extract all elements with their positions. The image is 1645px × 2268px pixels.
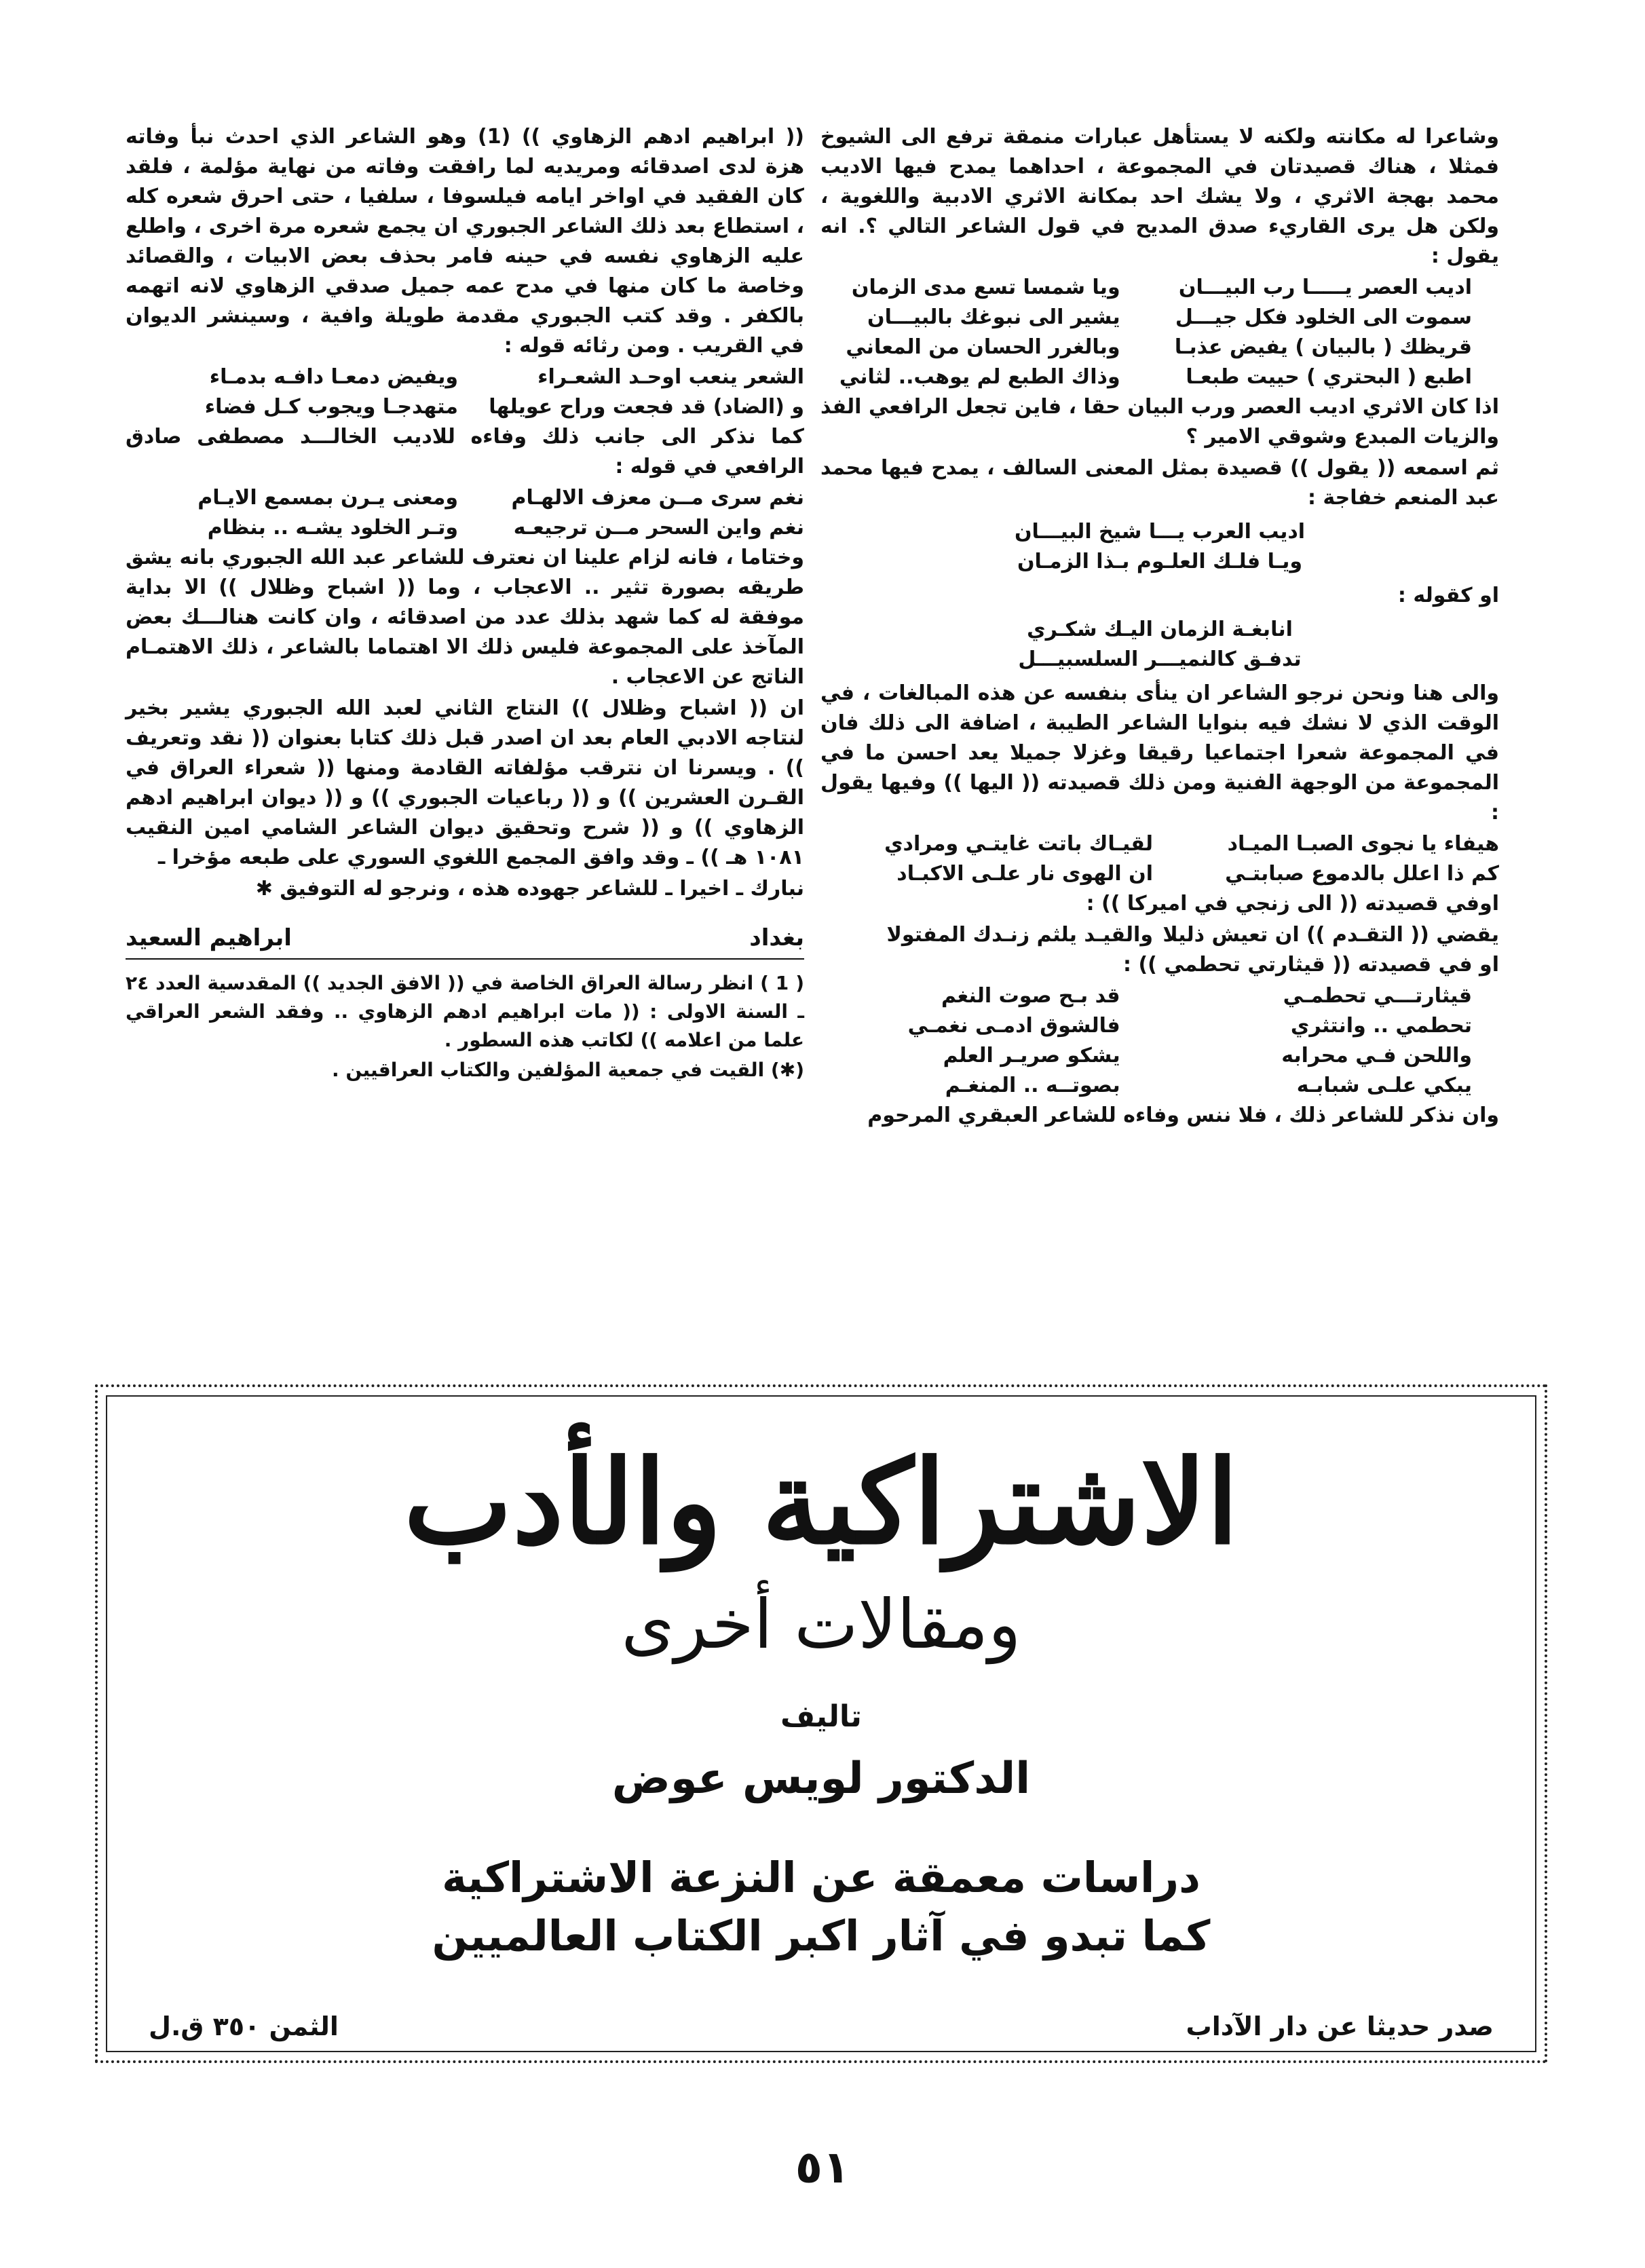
verse-second-half: يشير الى نبوغك بالبيـــان: [867, 305, 1120, 329]
paragraph: او في قصيدته (( قيثارتي تحطمي )) :: [1123, 953, 1499, 977]
article-right-column: [820, 122, 1499, 1132]
verse-line: ويـا فلـك العلـوم بـذا الزمـان: [1017, 550, 1303, 573]
paragraph: اوفي قصيدته (( الى زنجي في اميركا )) :: [1086, 892, 1499, 915]
verse-second-half: بصوتــه .. المنغـم: [945, 1074, 1120, 1097]
poem-verse: [126, 392, 804, 422]
verse-first-half: نغم واين السحر مــن ترجيعـه: [513, 516, 804, 540]
description-line: كما تبدو في آثار اكبر الكتاب العالميين: [432, 1911, 1211, 1961]
verse-first-half: الشعر ينعب اوحـد الشعـراء: [537, 365, 804, 389]
verse-first-half: اطبع ( البحتري ) حييت طبعـا: [1186, 365, 1472, 389]
poem-verse: [820, 362, 1472, 392]
book-price: الثمن ٣٥٠ ق.ل: [149, 2011, 339, 2041]
verse-first-half: يبكي علـى شبابـه: [1296, 1074, 1472, 1097]
poem-verse: [820, 1041, 1472, 1071]
verse-second-half: لقيـاك باتت غايتـي ومرادي: [884, 832, 1153, 856]
verse-first-half: اديب العصر يـــــا رب البيـــان: [1178, 276, 1472, 299]
verse-first-half: نغم سرى مــن معزف الالهـام: [511, 486, 804, 510]
paragraph: وان نذكر للشاعر ذلك ، فلا ننس وفاءه للشاعر العبقري المرحوم: [867, 1103, 1499, 1127]
verse-second-half: فالشوق ادمـى نغمـي: [907, 1014, 1120, 1038]
page-number: ٥١: [795, 2141, 850, 2193]
poem-verse: [126, 513, 804, 543]
verse-first-half: هيفاء يا نجوى الصبـا الميـاد: [1227, 832, 1499, 856]
paragraph: (( ابراهيم ادهم الزهاوي )) (1) وهو الشاعر الذي احدث نبأ وفاته هزة لدى اصدقائه ومريديه لما رافقت وفاته من نهاية مؤلمة ، فلقد كان الفقيد في اواخر ايامه فيلسوفا ، سلفيا ، حتى احرق شعره كله ، استطاع بعد ذلك الشاعر الجبوري ان يجمع شعره مرة اخرى ، واطلع عليه الزهاوي نفسه في حينه فامر بحذف بعض الابيات ، والقصائد وخاصة ما كان منها في مدح عمه جميل صدقي الزهاوي لانه اتهمه بالكفر . وقد كتب الجبوري مقدمة طويلة وافية ، وسينشر الديوان في القريب . ومن رثائه قوله :: [126, 125, 805, 358]
verse-line: اديب العرب يـــا شيخ البيـــان: [1014, 520, 1306, 544]
book-author: الدكتور لويس عوض: [611, 1754, 1031, 1804]
verse-second-half: يشكو صريـر العلم: [943, 1044, 1120, 1067]
paragraph: كما نذكر الى جانب ذلك وفاءه للاديب الخالـــد مصطفى صادق الرافعي في قوله :: [126, 425, 804, 478]
poem-verse: [820, 920, 1499, 950]
poem-stanza: [126, 483, 804, 543]
verse-line: تدفـق كالنميـــر السلسبيـــل: [1018, 647, 1302, 671]
book-title: الاشتراكية والأدب: [403, 1435, 1239, 1570]
verse-first-half: قيثارتـــي تحطمـي: [1283, 984, 1472, 1008]
footnotes: [126, 969, 804, 1084]
paragraph: ان (( اشباح وظلال )) النتاج الثاني لعبد الله الجبوري يشير بخير لنتاجه الادبي العام بعد ان اصدر قبل ذلك كتابا بعنوان (( نقد وتعريف )) . ويسرنا ان نترقب مؤلفاته القادمة ومنها (( شعراء العراق في القـرن العشرين )) و (( رباعيات الجبوري )) و (( ديوان ابراهيم ادهم الزهاوي )) و (( شرح وتحقيق ديوان الشاعر الشامي امين النقيب ١٠٨١ هـ )) ـ وقد وافق المجمع اللغوي السوري على طبعه مؤخرا ـ: [126, 696, 804, 869]
footnote: ( 1 ) انظر رسالة العراق الخاصة في (( الافق الجديد )) المقدسية العدد ٢٤ ـ السنة الاولى : (( مات ابراهيم ادهم الزهاوي .. وفقد الشعر العراقي علما من اعلامه )) لكاتب هذه السطور .: [126, 972, 804, 1051]
poem-stanza: [820, 273, 1499, 392]
signoff-author: ابراهيم السعيد: [126, 924, 292, 951]
verse-second-half: ويا شمسا تسع مدى الزمان: [851, 276, 1120, 299]
signoff-city: بغداد: [749, 924, 804, 951]
article-signoff: [126, 923, 804, 960]
poem-verse: [126, 483, 804, 513]
description-line: دراسات معمقة عن النزعة الاشتراكية: [442, 1853, 1200, 1902]
verse-first-half: تحطمي .. وانتثري: [1290, 1014, 1472, 1038]
poem-verse: [820, 303, 1472, 333]
paragraph: ثم اسمعه (( يقول )) قصيدة بمثل المعنى السالف ، يمدح فيها محمد عبد المنعم خفاجة :: [820, 456, 1499, 510]
poem-stanza: [820, 920, 1499, 950]
verse-second-half: قد بـح صوت النغم: [941, 984, 1120, 1008]
book-subtitle: ومقالات أخرى: [621, 1585, 1021, 1664]
verse-line: انابغـة الزمان اليـك شكـري: [1027, 618, 1293, 641]
footnote: (✱) القيت في جمعية المؤلفين والكتاب العراقيين .: [331, 1059, 804, 1081]
poem-couplet: [820, 615, 1499, 675]
poem-verse: [820, 1071, 1472, 1101]
article-left-column: [126, 122, 804, 1086]
verse-second-half: ومعنى يـرن بمسمع الايـام: [197, 486, 458, 510]
paragraph: والى هنا ونحن نرجو الشاعر ان ينأى بنفسه عن هذه المبالغات ، في الوقت الذي لا نشك فيه بنوايا الشاعر الطيبة ، اضافة الى ذلك فان في المجموعة شعرا اجتماعيا رقيقا وغزلا جميلا يعد احسن ما في المجموعة من الوجهة الفنية ومن ذلك قصيدته (( اليها )) وفيها يقول :: [820, 681, 1499, 825]
book-advertisement: [95, 1384, 1547, 2063]
paragraph: وختاما ، فانه لزام علينا ان نعترف للشاعر عبد الله الجبوري بانه يشق طريقه بصورة تثير .. الاعجاب ، وما (( اشباح وظلال )) الا بداية موفقة له كما شهد بذلك عدد من اصدقائه ، وان كانت هنالـــك بعض المآخذ على المجموعة فليس ذلك الا اهتماما بالشاعر ، ذلك الاهتمـام الناتج عن الاعجاب .: [126, 546, 804, 689]
poem-stanza: [820, 829, 1499, 889]
book-description: [98, 1849, 1545, 1965]
verse-second-half: وذاك الطبع لم يوهب.. لثاني: [839, 365, 1120, 389]
paragraph: او كقوله :: [1397, 584, 1499, 607]
verse-first-half: كم ذا اعلل بالدموع صبابتـي: [1225, 862, 1499, 886]
verse-first-half: واللحن فـي محرابه: [1281, 1044, 1472, 1067]
verse-second-half: متهدجـا ويجوب كـل فضاء: [204, 395, 458, 419]
paragraph: نبارك ـ اخيرا ـ للشاعر جهوده هذه ، ونرجو له التوفيق ✱: [255, 877, 804, 901]
poem-verse: [820, 273, 1472, 303]
poem-verse: [820, 333, 1472, 362]
poem-stanza: [820, 981, 1499, 1101]
verse-second-half: ويفيض دمعـا دافـه بدمـاء: [209, 365, 458, 389]
verse-first-half: يقضي (( التقـدم )) ان تعيش ذليلا: [1162, 923, 1499, 947]
verse-first-half: سموت الى الخلود فكل جيـــل: [1175, 305, 1472, 329]
verse-first-half: و (الضاد) قد فجعت وراح عويلها: [489, 395, 804, 419]
poem-verse: [820, 829, 1499, 859]
poem-stanza: [126, 362, 804, 422]
verse-second-half: والقيـد يلثم زنـدك المفتولا: [886, 923, 1153, 947]
authorship-label: تاليف: [780, 1699, 862, 1734]
verse-first-half: قريظك ( بالبيان ) يفيض عذبـا: [1174, 335, 1472, 359]
paragraph: وشاعرا له مكانته ولكنه لا يستأهل عبارات منمقة ترفع الى الشيوخ فمثلا ، هناك قصيدتان في المجموعة ، احداهما يمدح فيها الاديب محمد بهجة الاثري ، ولا يشك احد بمكانة الاثري الادبية واللغوية ، ولكن هل يرى القاريء صدق المديح في قول الشاعر التالي ؟. انه يقول :: [820, 125, 1499, 268]
verse-second-half: وتـر الخلود يشـه .. بنظام: [207, 516, 458, 540]
publisher-note: صدر حديثا عن دار الآداب: [1186, 2011, 1494, 2041]
verse-second-half: ان الهوى نار علـى الاكبـاد: [896, 862, 1153, 886]
paragraph: اذا كان الاثري اديب العصر ورب البيان حقا ، فاين تجعل الرافعي الفذ والزيات المبدع وشوقي الامير ؟: [820, 395, 1499, 449]
poem-verse: [820, 859, 1499, 889]
verse-second-half: وبالغرر الحسان من المعاني: [846, 335, 1120, 359]
poem-verse: [820, 1011, 1472, 1041]
poem-couplet: [820, 517, 1499, 577]
poem-verse: [820, 981, 1472, 1011]
poem-verse: [126, 362, 804, 392]
